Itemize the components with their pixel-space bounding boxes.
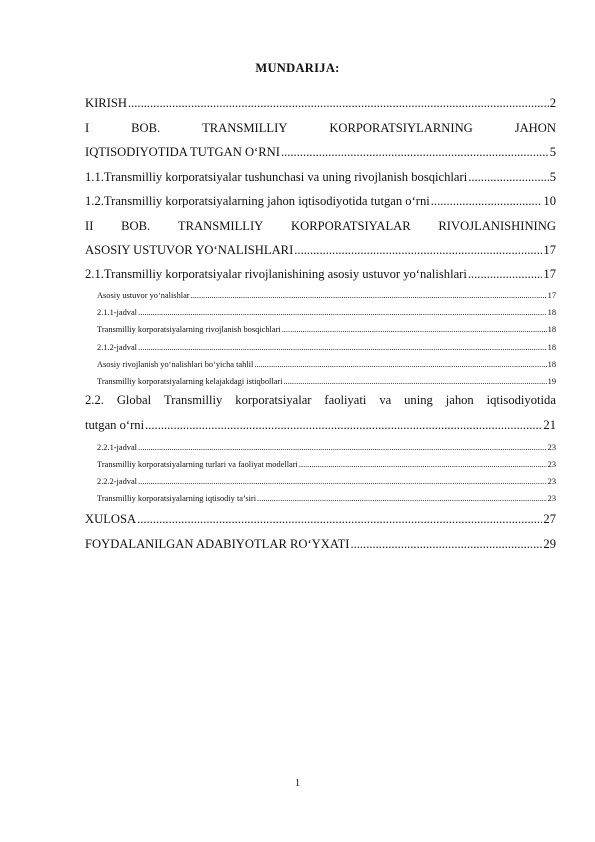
toc-word: faoliyati bbox=[324, 393, 367, 407]
toc-subentry[interactable] bbox=[97, 308, 556, 323]
toc-leader bbox=[468, 170, 549, 185]
toc-page: 18 bbox=[547, 325, 556, 334]
toc-page: 18 bbox=[547, 343, 556, 352]
toc-leader bbox=[137, 512, 542, 527]
toc-subentry[interactable] bbox=[97, 460, 556, 475]
toc-label: 1.1.Transmilliy korporatsiyalar tushunchasi va uning rivojlanish bosqichlari bbox=[85, 170, 468, 184]
toc-label: IQTISODIYOTIDA TUTGAN O‘RNI bbox=[85, 145, 280, 159]
toc-page: 23 bbox=[547, 460, 556, 469]
toc-entry-bibliography[interactable] bbox=[85, 537, 556, 559]
toc-page: 5 bbox=[549, 170, 556, 184]
toc-leader bbox=[282, 325, 547, 334]
toc-leader bbox=[431, 194, 543, 209]
toc-word: TRANSMILLIY bbox=[202, 121, 288, 135]
toc-leader bbox=[138, 308, 547, 317]
toc-label: 1.2.Transmilliy korporatsiyalarning jahon iqtisodiyotida tutgan o‘rni bbox=[85, 194, 430, 208]
toc-label: FOYDALANILGAN ADABIYOTLAR RO‘YXATI bbox=[85, 537, 350, 551]
toc-word: II bbox=[85, 219, 94, 233]
toc-entry-section-1-2[interactable] bbox=[85, 194, 556, 216]
toc-page: 21 bbox=[543, 418, 556, 432]
toc-word: 2.2. bbox=[85, 393, 104, 407]
toc-entry-chapter-1-line-2[interactable] bbox=[85, 145, 556, 167]
toc-word: BOB. bbox=[131, 121, 161, 135]
toc-page: 27 bbox=[543, 512, 556, 526]
toc-subentry[interactable] bbox=[97, 343, 556, 358]
toc-leader bbox=[191, 291, 547, 300]
toc-subentry[interactable] bbox=[97, 494, 556, 509]
toc-label: XULOSA bbox=[85, 512, 137, 526]
toc-entry-section-2-1[interactable] bbox=[85, 267, 556, 289]
toc-label: 2.2.1-jadval bbox=[97, 443, 138, 452]
toc-label: tutgan o‘rni bbox=[85, 418, 145, 432]
toc-page: 5 bbox=[549, 145, 556, 159]
toc-page: 17 bbox=[543, 243, 556, 257]
toc-label: Asosiy rivojlanish yo‘nalishlari bo‘yicha tahlil bbox=[97, 360, 254, 369]
toc-page: 23 bbox=[547, 443, 556, 452]
toc-entry-section-1-1[interactable] bbox=[85, 170, 556, 192]
toc-word: Transmilliy bbox=[164, 393, 223, 407]
toc-entry-kirish[interactable] bbox=[85, 96, 556, 118]
toc-word: uning bbox=[404, 393, 433, 407]
toc-label: Transmilliy korporatsiyalarning iqtisodiy ta’siri bbox=[97, 494, 257, 503]
toc-leader bbox=[281, 145, 549, 160]
toc-word: KORPORATSIYALAR bbox=[291, 219, 411, 233]
toc-subentry[interactable] bbox=[97, 291, 556, 306]
toc-subentry[interactable] bbox=[97, 443, 556, 458]
toc-leader bbox=[254, 360, 546, 369]
toc-leader bbox=[138, 477, 547, 486]
toc-entry-section-2-2-line-1[interactable] bbox=[85, 393, 556, 415]
toc-page: 23 bbox=[547, 494, 556, 503]
toc-label: Transmilliy korporatsiyalarning rivojlanish bosqichlari bbox=[97, 325, 281, 334]
toc-leader bbox=[138, 343, 547, 352]
toc-label: 2.1.2-jadval bbox=[97, 343, 138, 352]
toc-word: KORPORATSIYLARNING bbox=[329, 121, 473, 135]
toc-word: korporatsiyalar bbox=[235, 393, 312, 407]
toc-page: 18 bbox=[547, 360, 556, 369]
toc-page: 2 bbox=[549, 96, 556, 110]
toc-entry-xulosa[interactable] bbox=[85, 512, 556, 534]
toc-leader bbox=[257, 494, 547, 503]
toc-entry-section-2-2-line-2[interactable] bbox=[85, 418, 556, 440]
toc-page: 17 bbox=[543, 267, 556, 281]
toc-leader bbox=[350, 537, 542, 552]
toc-word: JAHON bbox=[514, 121, 556, 135]
toc-leader bbox=[284, 377, 547, 386]
toc-word: TRANSMILLIY bbox=[177, 219, 264, 233]
toc-entry-chapter-1-line-1[interactable] bbox=[85, 121, 556, 143]
toc-label: KIRISH bbox=[85, 96, 127, 110]
toc-page: 19 bbox=[547, 377, 556, 386]
toc-page: 18 bbox=[547, 308, 556, 317]
toc-word: iqtisodiyotida bbox=[486, 393, 556, 407]
toc-word: Global bbox=[116, 393, 152, 407]
toc-leader bbox=[128, 96, 549, 111]
toc-subentry[interactable] bbox=[97, 377, 556, 392]
toc-word: RIVOJLANISHINING bbox=[438, 219, 556, 233]
toc-page: 17 bbox=[547, 291, 556, 300]
toc-subentry[interactable] bbox=[97, 477, 556, 492]
page-number: 1 bbox=[294, 778, 301, 789]
toc-word: I bbox=[85, 121, 90, 135]
toc-page: 29 bbox=[543, 537, 556, 551]
toc-word: va bbox=[379, 393, 392, 407]
toc-label: 2.1.Transmilliy korporatsiyalar rivojlanishining asosiy ustuvor yo‘nalishlari bbox=[85, 267, 467, 281]
toc-word: jahon bbox=[445, 393, 474, 407]
toc-label: 2.1.1-jadval bbox=[97, 308, 138, 317]
toc-leader bbox=[468, 267, 543, 282]
toc-leader bbox=[294, 243, 542, 258]
toc-label: 2.2.2-jadval bbox=[97, 477, 138, 486]
toc-subentry[interactable] bbox=[97, 325, 556, 340]
toc-leader bbox=[299, 460, 547, 469]
toc-leader bbox=[145, 418, 542, 433]
toc-label: Transmilliy korporatsiyalarning turlari va faoliyat modellari bbox=[97, 460, 298, 469]
toc-label: ASOSIY USTUVOR YO‘NALISHLARI bbox=[85, 243, 294, 257]
toc-entry-chapter-2-line-2[interactable] bbox=[85, 243, 556, 265]
toc-label: Asosiy ustuvor yo‘nalishlar bbox=[97, 291, 190, 300]
page-title: MUNDARIJA: bbox=[255, 61, 340, 75]
toc-leader bbox=[138, 443, 547, 452]
toc-subentry[interactable] bbox=[97, 360, 556, 375]
toc-label: Transmilliy korporatsiyalarning kelajakdagi istiqbollari bbox=[97, 377, 283, 386]
toc-word: BOB. bbox=[121, 219, 151, 233]
toc-page: 23 bbox=[547, 477, 556, 486]
toc-page: 10 bbox=[543, 194, 556, 208]
toc-entry-chapter-2-line-1[interactable] bbox=[85, 219, 556, 241]
